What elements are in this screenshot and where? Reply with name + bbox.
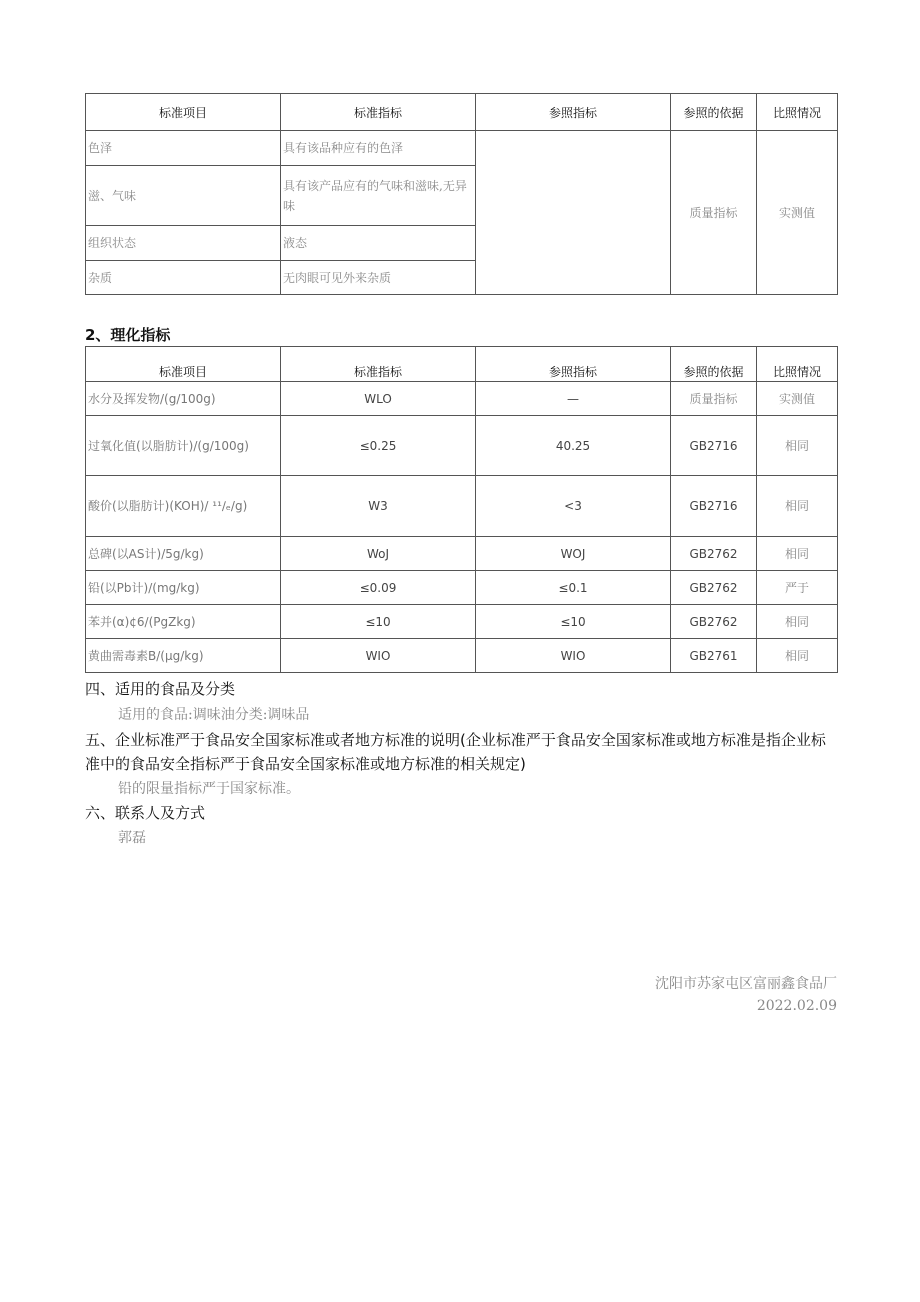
header-reference: 参照指标 [476,347,671,382]
cell-compare: 相同 [757,605,838,639]
header-standard: 标准指标 [281,94,476,131]
section-4-title: 四、适用的食品及分类 [85,680,236,698]
cell-item: 杂质 [86,261,281,295]
header-item: 标准项目 [86,347,281,382]
table-row [86,537,838,571]
cell-basis: GB2762 [671,605,757,639]
cell-standard: 具有该品种应有的色泽 [281,131,476,166]
cell-standard: 无肉眼可见外来杂质 [281,261,476,295]
cell-standard: ≤0.25 [281,416,476,476]
cell-basis: GB2761 [671,639,757,673]
physicochemical-table [85,346,838,673]
cell-reference: WIO [476,639,671,673]
cell-item: 水分及挥发物/(g/100g) [86,382,281,416]
sensory-table [85,93,838,295]
cell-item: 总碑(以AS计)/5g/kg) [86,537,281,571]
cell-reference: <3 [476,476,671,537]
section-4-text: 适用的食品:调味油分类:调味品 [118,707,310,723]
cell-item: 铅(以Pb计)/(mg/kg) [86,571,281,605]
cell-compare: 实测值 [757,382,838,416]
cell-standard: 液态 [281,226,476,261]
section-5-title: 五、企业标准严于食品安全国家标准或者地方标准的说明(企业标准严于食品安全国家标准或地方标准是指企业标准中的食品安全指标严于食品安全国家标准或地方标准的相关规定) [85,731,826,773]
cell-basis: GB2762 [671,537,757,571]
header-compare: 比照情况 [757,94,838,131]
header-item: 标准项目 [86,94,281,131]
cell-item: 组织状态 [86,226,281,261]
cell-basis: GB2716 [671,416,757,476]
cell-reference: — [476,382,671,416]
header-basis: 参照的依据 [671,94,757,131]
table-row [86,605,838,639]
cell-item: 色泽 [86,131,281,166]
cell-compare: 相同 [757,416,838,476]
section-2-title: 2、理化指标 [85,326,171,344]
cell-reference: ≤0.1 [476,571,671,605]
cell-compare: 严于 [757,571,838,605]
cell-item: 过氧化值(以脂肪计)/(g/100g) [86,416,281,476]
header-standard: 标准指标 [281,347,476,382]
cell-item: 苯并(α)¢6/(PgZkg) [86,605,281,639]
cell-reference: WOJ [476,537,671,571]
cell-basis: GB2716 [671,476,757,537]
cell-compare: 相同 [757,537,838,571]
table-row [86,639,838,673]
table-header-row [86,347,838,382]
cell-item: 滋、气味 [86,166,281,226]
cell-reference-merged [476,131,671,295]
table-row [86,382,838,416]
cell-standard: W3 [281,476,476,537]
table-row [86,476,838,537]
cell-standard: ≤10 [281,605,476,639]
table-row [86,571,838,605]
signature-company: 沈阳市苏家屯区富丽鑫食品厂 [655,976,837,992]
cell-compare-merged: 实测值 [757,131,838,295]
table-row [86,131,838,166]
cell-basis-merged: 质量指标 [671,131,757,295]
header-compare: 比照情况 [757,347,838,382]
signature-date: 2022.02.09 [756,998,837,1014]
cell-compare: 相同 [757,476,838,537]
header-basis: 参照的依据 [671,347,757,382]
cell-basis: 质量指标 [671,382,757,416]
table-row [86,416,838,476]
cell-standard: WLO [281,382,476,416]
cell-reference: 40.25 [476,416,671,476]
cell-standard: 具有该产品应有的气味和滋味,无异味 [281,166,476,226]
cell-standard: WIO [281,639,476,673]
cell-item: 酸价(以脂肪计)(KOH)/ ¹¹∕ₑ/g) [86,476,281,537]
cell-standard: ≤0.09 [281,571,476,605]
cell-item: 黄曲需毒素B/(μg/kg) [86,639,281,673]
cell-compare: 相同 [757,639,838,673]
section-6-title: 六、联系人及方式 [85,804,206,822]
table-header-row [86,94,838,131]
section-6-text: 郭磊 [118,830,146,846]
cell-basis: GB2762 [671,571,757,605]
cell-standard: WoJ [281,537,476,571]
header-reference: 参照指标 [476,94,671,131]
section-5-text: 铅的限量指标严于国家标准。 [118,781,300,797]
cell-reference: ≤10 [476,605,671,639]
